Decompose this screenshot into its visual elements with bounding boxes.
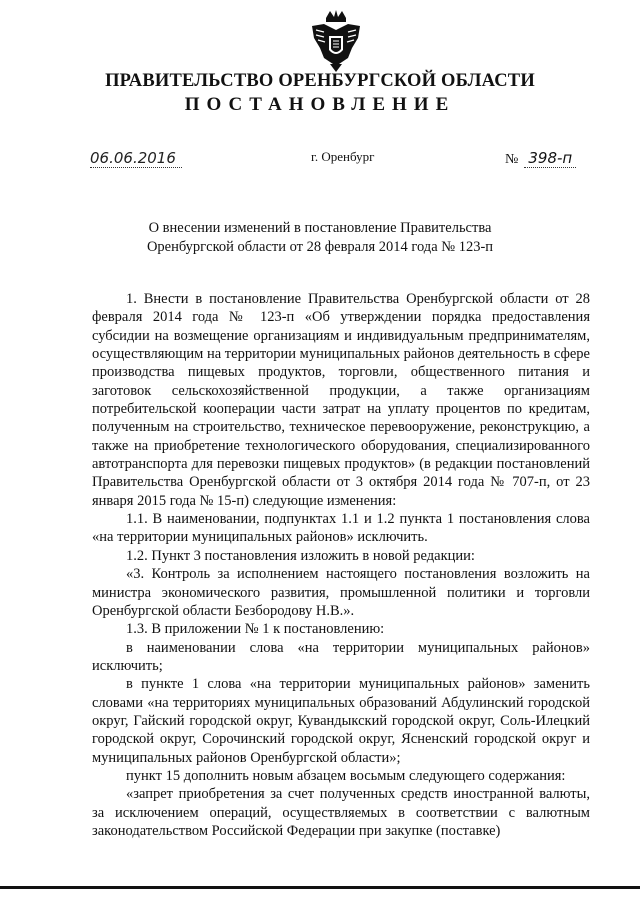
document-date: 06.06.2016 [90, 149, 182, 168]
document-body [92, 290, 590, 840]
body-paragraph: пункт 15 дополнить новым абзацем восьмым следующего содержания: [126, 767, 566, 784]
organization-name: ПРАВИТЕЛЬСТВО ОРЕНБУРГСКОЙ ОБЛАСТИ [105, 71, 535, 91]
body-paragraph: в пункте 1 слова «на территории муниципальных районов» заменить словами «на территориях муниципальных образований Абдулинский городской округ, Гайский городской округ, Кувандыкский городской округ, Соль-Илецкий городской округ, Сорочинский городской округ, Ясненский городской округ и муниципальных районов Оренбургской области»; [92, 676, 590, 766]
body-paragraph: 1.1. В наименовании, подпунктах 1.1 и 1.2 пункта 1 постановления слова «на территории муниципальных районов» исключить. [92, 511, 590, 546]
body-paragraph: 1.3. В приложении № 1 к постановлению: [126, 621, 385, 638]
document-subject [0, 219, 640, 257]
number-prefix: № [505, 152, 519, 167]
document-number [505, 149, 576, 168]
body-paragraph: 1. Внести в постановление Правительства Оренбургской области от 28 февраля 2014 года № 123-п «Об утверждении порядка предоставления субсидии на возмещение организациям и индивидуальным предпринимателям, осуществляющим на территории муниципальных районов деятельность в сфере производства пищевых продуктов, торговли, общественного питания и заготовок сельскохозяйственной продукции, а также организациям потребительской кооперации части затрат на уплату процентов по кредитам, полученным на строительство, техническое перевооружение, реконструкцию, а также на приобретение технологического оборудования, специализированного автотранспорта для перевозки пищевых продуктов» (в редакции постановлений Правительства Оренбургской области от 3 октября 2014 года № 707-п, от 23 января 2015 года № 15-п) следующие изменения: [92, 291, 590, 509]
document-city: г. Оренбург [311, 149, 375, 164]
number-value: 398-п [524, 149, 576, 168]
subject-line: О внесении изменений в постановление Правительства [148, 220, 492, 236]
document-type: ПОСТАНОВЛЕНИЕ [184, 94, 456, 115]
body-paragraph: «3. Контроль за исполнением настоящего постановления возложить на министра экономического развития, промышленной политики и торговли Оренбургской области Безбородову Н.В.». [92, 566, 590, 619]
page-bottom-rule [0, 886, 640, 889]
body-paragraph: в наименовании слова «на территории муниципальных районов» исключить; [92, 639, 590, 674]
body-paragraph: 1.2. Пункт 3 постановления изложить в новой редакции: [126, 547, 475, 564]
coat-of-arms-icon [308, 8, 364, 74]
body-paragraph: «запрет приобретения за счет полученных средств иностранной валюты, за исключением операций, осуществляемых в соответствии с валютным законодательством Российской Федерации при закупке (поставке) [92, 786, 590, 839]
subject-line: Оренбургской области от 28 февраля 2014 года № 123-п [146, 239, 494, 255]
